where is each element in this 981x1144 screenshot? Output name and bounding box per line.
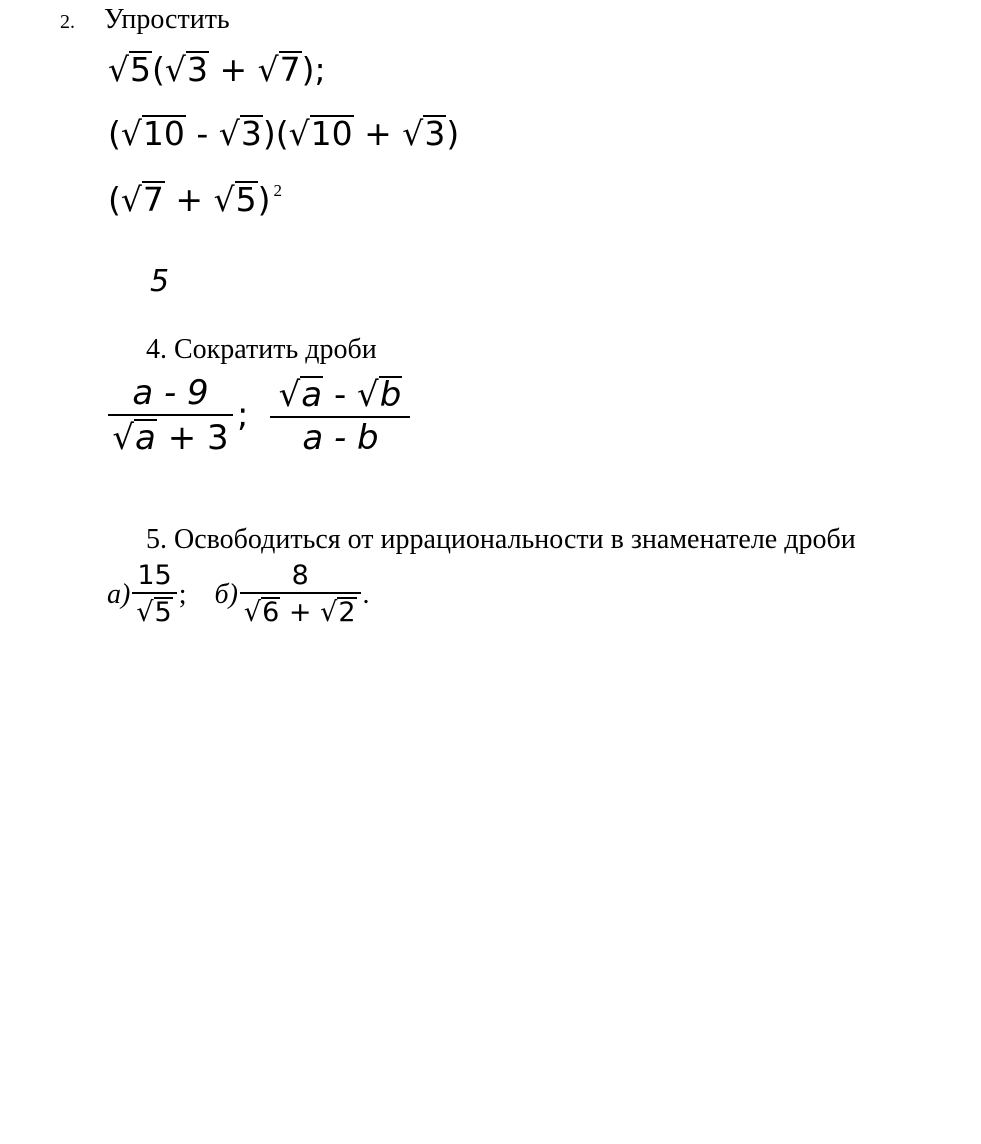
expression-3: (√7 + √5) $^2$ (108, 180, 282, 219)
expression-2: (√10 - √3)(√10 + √3) (108, 114, 460, 153)
sqrt-7: √7 (257, 50, 301, 89)
part-b-denominator: √6 + √2 (240, 592, 361, 627)
task-5-expressions (107, 562, 370, 628)
sqrt-5: √5 (213, 180, 257, 219)
expression-1: √5(√3 + √7); (108, 50, 326, 89)
part-b-label: б) (214, 578, 238, 610)
part-a-separator: ; (178, 578, 187, 610)
part-a-fraction (132, 562, 176, 628)
sqrt-7: √7 (120, 180, 164, 219)
sqrt-3: √3 (164, 50, 208, 89)
fractions-row (108, 373, 410, 458)
part-a-denominator: √5 (132, 592, 176, 627)
part-a-numerator: 15 (137, 560, 172, 591)
fraction-1 (108, 373, 233, 458)
fraction-1-denominator: √a + 3 (108, 414, 233, 457)
sqrt-10: √10 (288, 114, 353, 153)
sqrt-3: √3 (402, 114, 446, 153)
sqrt-10: √10 (120, 114, 185, 153)
fraction-2-denominator: a - b (270, 416, 410, 457)
fraction-2-numerator: √a - √b (278, 375, 402, 415)
separator: ; (237, 394, 249, 435)
fraction-2 (270, 376, 410, 456)
task-2-number: 2. (60, 11, 75, 33)
exponent: 2 (273, 181, 282, 200)
part-b-end: . (362, 578, 370, 610)
part-b-fraction (240, 562, 361, 628)
sqrt-5: √5 (108, 50, 152, 89)
stray-number: 5 (150, 264, 170, 299)
part-a-label: a) (107, 578, 131, 610)
part-b-numerator: 8 (291, 560, 309, 591)
task-5-heading: 5. Освободиться от иррациональности в знаменателе дроби (146, 524, 856, 555)
task-4-heading: 4. Сократить дроби (146, 334, 377, 365)
sqrt-3: √3 (218, 114, 262, 153)
task-2-title: Упростить (104, 4, 230, 35)
fraction-1-numerator: a - 9 (132, 373, 209, 413)
